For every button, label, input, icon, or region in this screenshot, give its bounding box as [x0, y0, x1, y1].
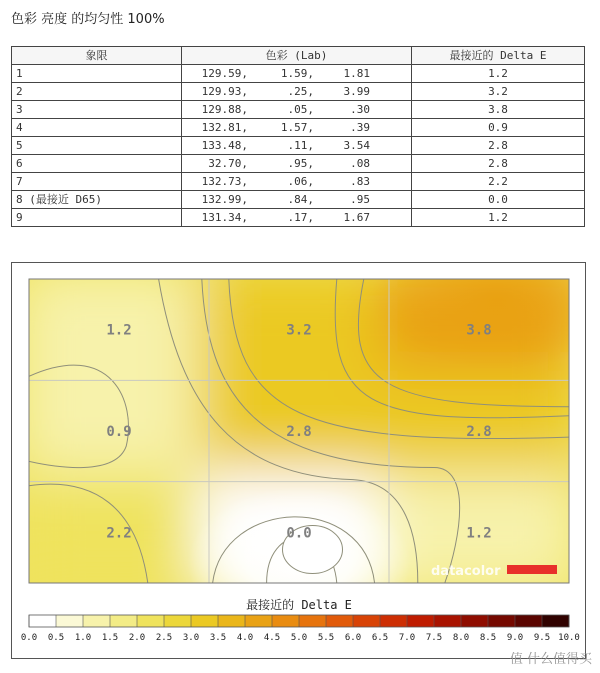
- table-row: [12, 191, 585, 209]
- lab-l-value: 129.88,: [201, 103, 248, 116]
- legend-swatch: [380, 615, 408, 627]
- quadrant-cell: 2: [12, 83, 182, 101]
- lab-cell: [182, 119, 412, 137]
- legend-swatch: [272, 615, 300, 627]
- lab-a-value: 1.59,: [280, 67, 314, 80]
- lab-l-value: 129.59,: [201, 67, 248, 80]
- legend-swatch: [434, 615, 462, 627]
- table-header-row: [12, 47, 585, 65]
- lab-l-value: 131.34,: [201, 211, 248, 224]
- legend-tick-label: 8.0: [452, 633, 470, 643]
- lab-cell: [182, 65, 412, 83]
- legend-tick-label: 5.5: [317, 633, 335, 643]
- delta-e-cell: 0.0: [412, 191, 585, 209]
- delta-e-cell: 3.2: [412, 83, 585, 101]
- cell-label: 0.0: [286, 525, 312, 542]
- legend-swatch: [29, 615, 57, 627]
- quadrant-cell: 1: [12, 65, 182, 83]
- legend-swatch: [218, 615, 246, 627]
- cell-label: 3.8: [466, 322, 492, 339]
- delta-e-cell: 1.2: [412, 209, 585, 227]
- delta-e-cell: 0.9: [412, 119, 585, 137]
- quadrant-cell: 5: [12, 137, 182, 155]
- cell-label: 1.2: [466, 525, 492, 542]
- table-row: [12, 137, 585, 155]
- legend-tick-label: 10.0: [558, 633, 580, 643]
- legend-swatch: [353, 615, 381, 627]
- legend-swatch: [164, 615, 192, 627]
- lab-b-value: .39: [350, 121, 370, 134]
- uniformity-table: [11, 46, 585, 227]
- lab-cell: [182, 83, 412, 101]
- legend-swatch: [542, 615, 570, 627]
- legend-tick-label: 1.5: [101, 633, 119, 643]
- legend-swatch: [110, 615, 138, 627]
- table-row: [12, 101, 585, 119]
- datacolor-logo-text: datacolor: [431, 564, 501, 579]
- quadrant-cell: 8 (最接近 D65): [12, 191, 182, 209]
- cell-label: 2.8: [466, 424, 492, 440]
- legend-swatch: [191, 615, 219, 627]
- lab-a-value: .95,: [287, 157, 314, 170]
- legend-swatch: [83, 615, 111, 627]
- quadrant-cell: 6: [12, 155, 182, 173]
- legend-swatch: [326, 615, 354, 627]
- quadrant-cell: 3: [12, 101, 182, 119]
- datacolor-logo-bar: [507, 565, 557, 574]
- legend-swatch: [56, 615, 84, 627]
- cell-label: 0.9: [106, 424, 132, 440]
- lab-b-value: .95: [350, 193, 370, 206]
- legend-swatch: [407, 615, 435, 627]
- legend-tick-label: 8.5: [479, 633, 497, 643]
- lab-l-value: 132.73,: [201, 175, 248, 188]
- legend-tick-label: 2.5: [155, 633, 173, 643]
- lab-b-value: 3.54: [343, 139, 370, 152]
- legend-tick-label: 9.5: [533, 633, 551, 643]
- delta-e-cell: 3.8: [412, 101, 585, 119]
- lab-cell: [182, 137, 412, 155]
- lab-b-value: 3.99: [343, 85, 370, 98]
- lab-a-value: .84,: [287, 193, 314, 206]
- legend-title: 最接近的 Delta E: [246, 598, 352, 612]
- cell-label: 1.2: [106, 322, 132, 339]
- legend-tick-label: 5.0: [290, 633, 308, 643]
- lab-l-value: 32.70,: [208, 157, 248, 170]
- lab-cell: [182, 191, 412, 209]
- quadrant-cell: 9: [12, 209, 182, 227]
- header-delta-e: 最接近的 Delta E: [412, 47, 585, 65]
- legend-tick-label: 2.0: [128, 633, 146, 643]
- lab-a-value: .06,: [287, 175, 314, 188]
- lab-cell: [182, 173, 412, 191]
- page-title: 色彩 亮度 的均匀性 100%: [11, 12, 165, 27]
- legend-tick-label: 3.0: [182, 633, 200, 643]
- lab-a-value: 1.57,: [280, 121, 314, 134]
- legend-swatch: [515, 615, 543, 627]
- quadrant-cell: 7: [12, 173, 182, 191]
- legend-tick-label: 4.0: [236, 633, 254, 643]
- legend-tick-label: 9.0: [506, 633, 524, 643]
- legend-swatch: [461, 615, 489, 627]
- table-row: [12, 119, 585, 137]
- cell-label: 2.8: [286, 424, 312, 440]
- legend-tick-label: 3.5: [209, 633, 227, 643]
- lab-b-value: 1.81: [343, 67, 370, 80]
- table-row: [12, 209, 585, 227]
- delta-e-cell: 1.2: [412, 65, 585, 83]
- legend-tick-label: 4.5: [263, 633, 281, 643]
- lab-l-value: 129.93,: [201, 85, 248, 98]
- delta-e-cell: 2.2: [412, 173, 585, 191]
- lab-a-value: .05,: [287, 103, 314, 116]
- lab-b-value: .08: [350, 157, 370, 170]
- legend-tick-label: 0.5: [47, 633, 65, 643]
- legend-tick-label: 0.0: [20, 633, 38, 643]
- lab-b-value: .30: [350, 103, 370, 116]
- table-row: [12, 83, 585, 101]
- lab-cell: [182, 155, 412, 173]
- table-row: [12, 173, 585, 191]
- legend-tick-label: 6.0: [344, 633, 362, 643]
- table-row: [12, 155, 585, 173]
- lab-cell: [182, 101, 412, 119]
- header-quadrant: 象限: [12, 47, 182, 65]
- lab-l-value: 132.99,: [201, 193, 248, 206]
- lab-l-value: 133.48,: [201, 139, 248, 152]
- legend-tick-label: 7.5: [425, 633, 443, 643]
- header-lab: 色彩 (Lab): [182, 47, 412, 65]
- legend-swatch: [299, 615, 327, 627]
- lab-a-value: .11,: [287, 139, 314, 152]
- watermark: 值 什么值得买: [509, 652, 592, 667]
- legend-swatch: [488, 615, 516, 627]
- cell-label: 2.2: [106, 525, 132, 542]
- delta-e-cell: 2.8: [412, 137, 585, 155]
- lab-l-value: 132.81,: [201, 121, 248, 134]
- legend-tick-label: 1.0: [74, 633, 92, 643]
- quadrant-cell: 4: [12, 119, 182, 137]
- uniformity-chart-panel: [11, 262, 586, 659]
- lab-a-value: .25,: [287, 85, 314, 98]
- table-row: [12, 65, 585, 83]
- cell-label: 3.2: [286, 322, 312, 339]
- lab-cell: [182, 209, 412, 227]
- legend-swatch: [245, 615, 273, 627]
- lab-b-value: .83: [350, 175, 370, 188]
- lab-a-value: .17,: [287, 211, 314, 224]
- delta-e-cell: 2.8: [412, 155, 585, 173]
- lab-b-value: 1.67: [343, 211, 370, 224]
- uniformity-heatmap: [12, 263, 585, 658]
- legend-tick-label: 6.5: [371, 633, 389, 643]
- legend-swatch: [137, 615, 165, 627]
- legend-tick-label: 7.0: [398, 633, 416, 643]
